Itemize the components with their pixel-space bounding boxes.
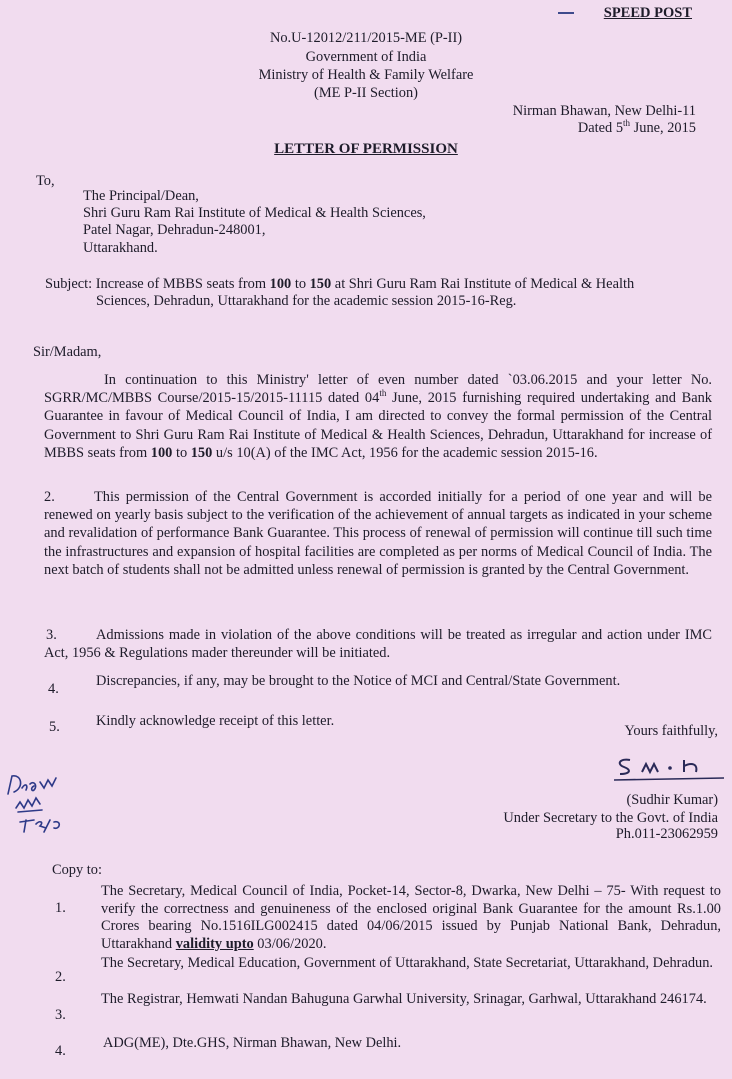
speed-post-label: SPEED POST [603,5,692,21]
date-line: Dated 5th June, 2015 [577,118,696,136]
signatory-designation: Under Secretary to the Govt. of India [503,810,718,826]
paragraph-2: 2. This permission of the Central Government is accorded initially for a period of one year and will be renewed on yearly basis subject to the verification of the achievement of annual targets as indicated in your scheme and revalidation of performance Bank Guarantee. This process of renewal of permission will continue till such time the infrastructures and expansion of hospital facilities are completed as per norms of Medical Council of India. The next batch of students shall not be admitted unless renewal of permission is granted by the Central Government. [44,489,712,578]
copy-item-1-number: 1. [55,900,66,916]
ministry-line: Ministry of Health & Family Welfare [258,67,474,83]
handwritten-note [4,770,74,836]
paragraph-3: 3. Admissions made in violation of the above conditions will be treated as irregular and action under IMC Act, 1956 & Regulations mader thereunder will be initiated. [44,627,712,662]
place-line: Nirman Bhawan, New Delhi-11 [512,103,696,119]
to-label: To, [36,173,55,189]
recipient-line-3: Patel Nagar, Dehradun-248001, [83,222,266,238]
subject-line-1: Subject: Increase of MBBS seats from 100 to 150 at Shri Guru Ram Rai Institute of Medical & Health [45,276,635,292]
paragraph-4-text: Discrepancies, if any, may be brought to the Notice of MCI and Central/State Government. [96,673,621,689]
government-line: Government of India [305,49,427,65]
copy-item-3-number: 3. [55,1007,66,1023]
signature-mark [612,752,732,786]
recipient-line-4: Uttarakhand. [83,240,158,256]
paragraph-4-number: 4. [48,681,59,697]
copy-to-label: Copy to: [52,862,102,878]
letter-title: LETTER OF PERMISSION [274,141,458,157]
signatory-name: (Sudhir Kumar) [626,792,718,808]
copy-item-2-number: 2. [55,969,66,985]
paragraph-5-number: 5. [49,719,60,735]
reference-number: No.U-12012/211/2015-ME (P-II) [269,30,463,46]
copy-item-4-number: 4. [55,1043,66,1059]
recipient-line-1: The Principal/Dean, [83,188,199,204]
copy-item-1-text: The Secretary, Medical Council of India, Pocket-14, Sector-8, Dwarka, New Delhi – 75- With request to verify the correctness and genuineness of the enclosed original Bank Guarantee for the amount Rs.1.00 Crores bearing No.1516ILG002415 dated 04/06/2015 issued by Punjab National Bank, Dehradun, Uttarakhand validity upto 03/06/2020. [101,883,721,952]
copy-item-2-text: The Secretary, Medical Education, Government of Uttarakhand, State Secretariat, Uttarakhand, Dehradun. [101,955,714,971]
copy-item-4-text: ADG(ME), Dte.GHS, Nirman Bhawan, New Delhi. [103,1035,402,1051]
subject-line-2: Sciences, Dehradun, Uttarakhand for the academic session 2015-16-Reg. [96,293,517,309]
pen-mark [558,12,574,14]
recipient-line-2: Shri Guru Ram Rai Institute of Medical & Health Sciences, [83,205,426,221]
paragraph-5-text: Kindly acknowledge receipt of this letter. [96,713,335,729]
section-line: (ME P-II Section) [314,85,418,101]
paragraph-1: In continuation to this Ministry' letter of even number dated `03.06.2015 and your letter No. SGRR/MC/MBBS Course/2015-15/2015-11115 dated 04th June, 2015 furnishing required undertaking and Bank Guarantee in favour of Medical Council of India, I am directed to convey the formal permission of the Central Government to Shri Guru Ram Rai Institute of Medical & Health Sciences, Dehradun, Uttarakhand for increase of MBBS seats from 100 to 150 u/s 10(A) of the IMC Act, 1956 for the academic session 2015-16. [44,372,712,461]
salutation: Sir/Madam, [33,344,102,360]
closing-yours: Yours faithfully, [624,723,718,739]
signatory-phone: Ph.011-23062959 [615,826,718,842]
copy-item-3-text: The Registrar, Hemwati Nandan Bahuguna Garwhal University, Srinagar, Garhwal, Uttarakhand 246174. [101,991,707,1007]
